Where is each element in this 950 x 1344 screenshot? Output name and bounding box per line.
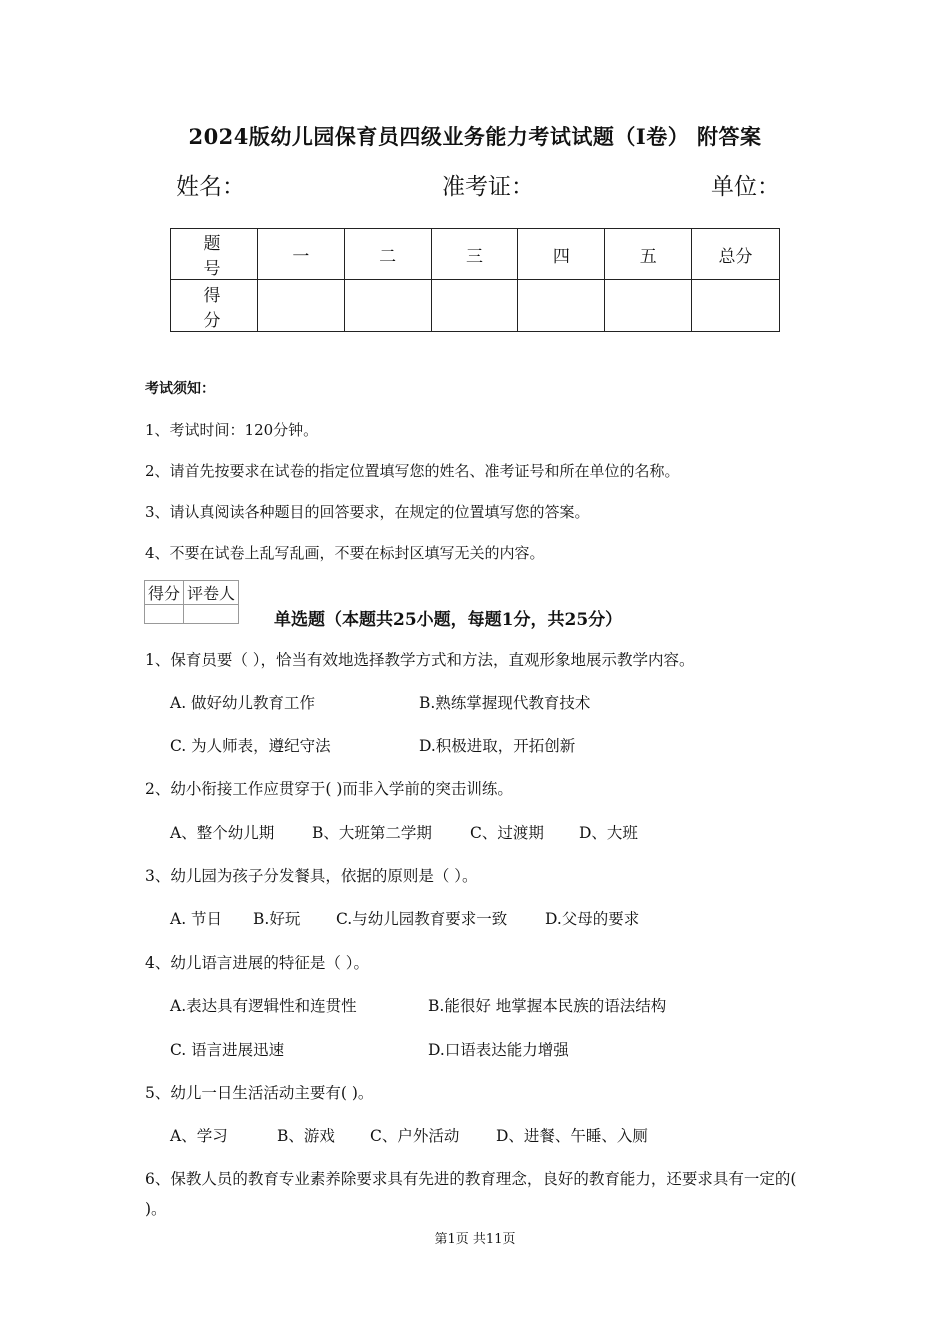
- candidate-info-row: [176, 168, 780, 204]
- option-d: D.积极进取，开拓创新: [419, 737, 576, 755]
- option-c: C. 为人师表，遵纪守法: [170, 737, 331, 755]
- unit-label: 单位：: [711, 174, 780, 200]
- option-b: B、大班第二学期: [312, 824, 432, 842]
- page-footer: 第1页 共11页: [434, 1232, 516, 1247]
- option-b: B.能很好 地掌握本民族的语法结构: [428, 997, 667, 1015]
- column-header: 四: [518, 229, 605, 280]
- option-b: B.熟练掌握现代教育技术: [419, 694, 591, 712]
- section-title: 单选题（本题共25小题，每题1分，共25分）: [274, 610, 623, 630]
- option-c: C.与幼儿园教育要求一致: [336, 910, 508, 928]
- option-a: A. 节日: [170, 910, 223, 928]
- score-cell-total[interactable]: [692, 280, 780, 332]
- notice-item: 2、请首先按要求在试卷的指定位置填写您的姓名、准考证号和所在单位的名称。: [145, 462, 680, 480]
- option-a: A、整个幼儿期: [170, 824, 275, 842]
- option-c: C、过渡期: [470, 824, 544, 842]
- grader-name-cell[interactable]: [184, 605, 239, 624]
- notice-item: 1、考试时间：120分钟。: [145, 421, 319, 439]
- option-a: A. 做好幼儿教育工作: [170, 694, 316, 712]
- option-b: B.好玩: [253, 910, 301, 928]
- grader-score-cell[interactable]: [145, 605, 184, 624]
- column-header: 五: [605, 229, 692, 280]
- score-cell[interactable]: [431, 280, 518, 332]
- grader-name-label: 评卷人: [184, 581, 239, 605]
- column-header: 一: [257, 229, 344, 280]
- option-c: C. 语言进展迅速: [170, 1041, 285, 1059]
- column-header: 二: [344, 229, 431, 280]
- option-d: D.口语表达能力增强: [428, 1041, 569, 1059]
- option-b: B、游戏: [277, 1127, 335, 1145]
- question-stem: 1、保育员要（ ），恰当有效地选择教学方式和方法，直观形象地展示教学内容。: [145, 651, 695, 669]
- question-stem: 3、幼儿园为孩子分发餐具，依据的原则是（ ）。: [145, 867, 478, 885]
- option-d: D、大班: [579, 824, 638, 842]
- score-cell[interactable]: [344, 280, 431, 332]
- option-a: A.表达具有逻辑性和连贯性: [170, 997, 357, 1015]
- score-cell[interactable]: [605, 280, 692, 332]
- question-stem: 5、幼儿一日生活活动主要有( )。: [145, 1084, 374, 1102]
- option-d: D、进餐、午睡、入厕: [496, 1127, 648, 1145]
- column-header-total: 总分: [692, 229, 780, 280]
- page-title: 2024版幼儿园保育员四级业务能力考试试题（I卷） 附答案: [188, 124, 762, 149]
- score-cell[interactable]: [257, 280, 344, 332]
- grader-score-label: 得分: [145, 581, 184, 605]
- column-header: 三: [431, 229, 518, 280]
- question-stem: 2、幼小衔接工作应贯穿于( )而非入学前的突击训练。: [145, 780, 513, 798]
- score-table-score-row: [171, 280, 780, 332]
- name-label: 姓名：: [176, 174, 245, 200]
- question-stem: 6、保教人员的教育专业素养除要求具有先进的教育理念，良好的教育能力，还要求具有一定的( )。: [145, 1170, 797, 1218]
- score-table: [170, 228, 780, 332]
- question-number-label: 题 号: [171, 229, 258, 280]
- option-a: A、学习: [170, 1127, 228, 1145]
- option-d: D.父母的要求: [545, 910, 640, 928]
- exam-id-label: 准考证：: [442, 174, 534, 200]
- score-cell[interactable]: [518, 280, 605, 332]
- question-stem: 4、幼儿语言进展的特征是（ ）。: [145, 954, 370, 972]
- grader-box: [144, 580, 239, 624]
- score-label: 得 分: [171, 280, 258, 332]
- notice-item: 4、不要在试卷上乱写乱画，不要在标封区填写无关的内容。: [145, 544, 545, 562]
- option-c: C、户外活动: [370, 1127, 460, 1145]
- score-table-header-row: [171, 229, 780, 280]
- notice-title: 考试须知：: [145, 381, 215, 397]
- notice-item: 3、请认真阅读各种题目的回答要求，在规定的位置填写您的答案。: [145, 503, 590, 521]
